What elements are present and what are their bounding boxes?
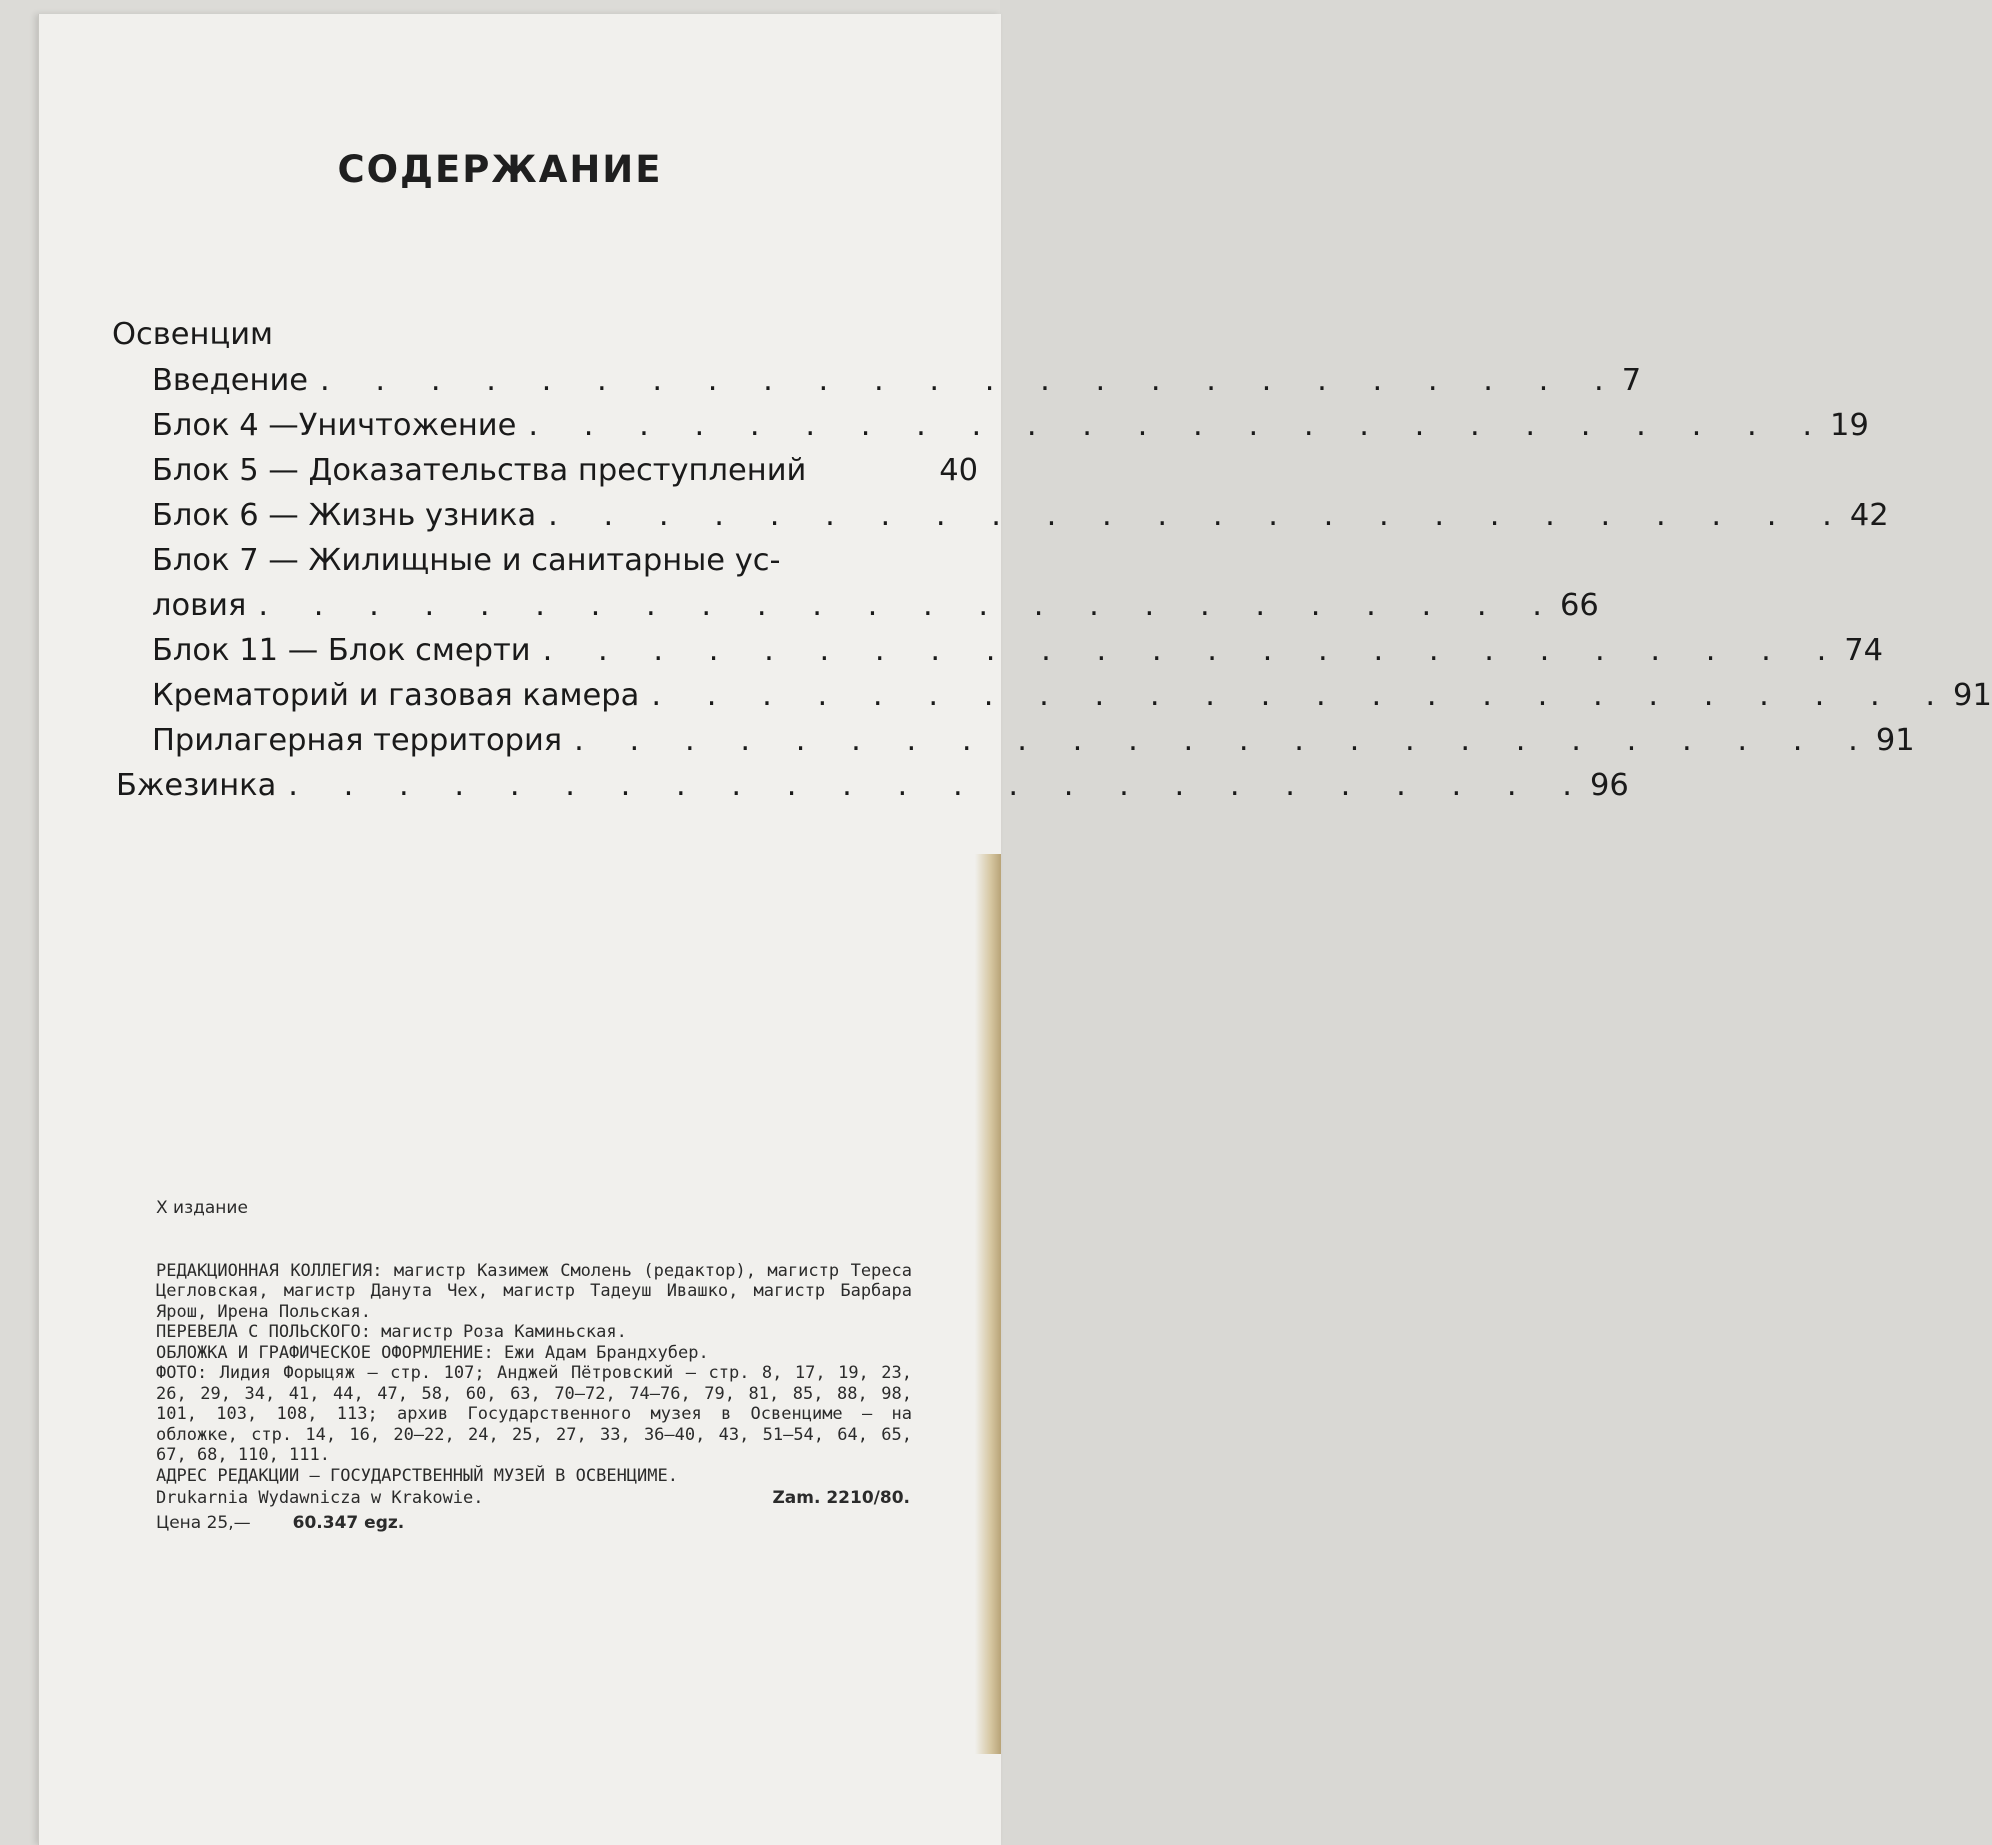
translator-text: ПЕРЕВЕЛА С ПОЛЬСКОГО: магистр Роза Каминьская. xyxy=(156,1322,627,1342)
toc-entry-label: Бжезинка xyxy=(116,768,277,803)
toc-entry-page: 96 xyxy=(1589,768,1629,803)
photo-credits-text: ФОТО: Лидия Форыцяж — стр. 107; Анджей Пётровский — стр. 8, 17, 19, 23, 26, 29, 34, 41, 44, 47, 58, 60, 63, 70—72, 74—76, 79, 81, 85, 88, 98, 101, 103, 108, 113; архив Государственного музея в Освенциме — на обложке, стр. 14, 16, 20—22, 24, 25, 27, 33, 36—40, 43, 51—54, 64, 65, 67, 68, 110, 111. xyxy=(156,1363,912,1465)
toc-leader-dots: . . . . . . . . . . . . . . . . . . . . . . . . xyxy=(548,498,1850,533)
order-number: Zam. 2210/80. xyxy=(772,1488,910,1508)
toc-entry-page: 19 xyxy=(1830,408,1869,443)
toc-entry xyxy=(112,628,1884,673)
toc-entry xyxy=(112,583,1599,628)
page-title: СОДЕРЖАНИЕ xyxy=(337,148,663,191)
toc-entry xyxy=(112,763,1629,808)
toc-entry-label: Блок 4 —Уничтожение xyxy=(152,408,517,443)
toc-entry-page: 7 xyxy=(1621,363,1642,398)
edition-label: X издание xyxy=(156,1198,248,1218)
toc-leader-dots: . . . . . . . . . . . . . . . . . . . . . . . . xyxy=(574,723,1876,758)
toc-entry-page: 91 xyxy=(1875,723,1915,758)
toc-entry xyxy=(112,448,978,493)
toc-entry-wrapped-line xyxy=(112,538,978,583)
toc-leader-dots: . . . . . . . . . . . . . . . . . . . . . . . . xyxy=(288,768,1590,803)
toc-entry xyxy=(112,403,1869,448)
editorial-address-text: АДРЕС РЕДАКЦИИ — ГОСУДАРСТВЕННЫЙ МУЗЕЙ В ОСВЕНЦИМЕ. xyxy=(156,1465,678,1486)
toc-leader-dots: . . . . . . . . . . . . . . . . . . . . . . . . xyxy=(258,588,1560,623)
toc-entry-page: 66 xyxy=(1559,588,1599,623)
toc-entry-label: Введение xyxy=(152,363,309,398)
toc-entry xyxy=(112,493,1889,538)
book-page xyxy=(38,14,1001,1845)
print-run-text: 60.347 egz. xyxy=(292,1512,405,1533)
toc-entry-label: Блок 5 — Доказательства преступлений xyxy=(152,453,807,488)
page-edge-stain xyxy=(975,854,1001,1754)
toc-entry-page: 40 xyxy=(939,453,978,488)
toc-entry-label: Блок 11 — Блок смерти xyxy=(152,633,531,668)
toc-leader-dots: . . . . . . . . . . . . . . . . . . . . . . . . xyxy=(320,363,1622,398)
cover-design-text: ОБЛОЖКА И ГРАФИЧЕСКОЕ ОФОРМЛЕНИЕ: Ежи Адам Брандхубер. xyxy=(156,1342,709,1363)
toc-entry-page: 74 xyxy=(1844,633,1884,668)
toc-entry xyxy=(112,358,1642,403)
colophon xyxy=(156,1198,912,1533)
toc-leader-dots: . . . . . . . . . . . . . . . . . . . . . . . . xyxy=(651,678,1954,713)
toc-leader-dots: . . . . . . . . . . . . . . . . . . . . . . . . xyxy=(528,408,1831,443)
toc-entry-page: 42 xyxy=(1849,498,1889,533)
toc-entry xyxy=(112,673,1992,718)
toc-entry-label: ловия xyxy=(152,588,247,623)
price-row xyxy=(156,1513,912,1534)
toc-entry-page: 91 xyxy=(1953,678,1992,713)
toc-entry-label: Прилагерная территория xyxy=(152,723,563,758)
price-text: Цена 25,— xyxy=(156,1512,251,1533)
printer-name: Drukarnia Wydawnicza w Krakowie. xyxy=(156,1488,484,1508)
toc-entry-label: Блок 7 — Жилищные и санитарные ус- xyxy=(152,543,781,578)
toc-section-heading: Освенцим xyxy=(112,317,274,352)
editorial-board-text: РЕДАКЦИОННАЯ КОЛЛЕГИЯ: магистр Казимеж Смолень (редактор), магистр Тереса Цегловская, магистр Данута Чех, магистр Тадеуш Ивашко, магистр Барбара Ярош, Ирена Польская. xyxy=(156,1260,912,1322)
toc-entry-label: Крематорий и газовая камера xyxy=(152,678,640,713)
toc-leader-dots: . . . . . . . . . . . . . . . . . . . . . . . . xyxy=(542,633,1845,668)
printer-row xyxy=(156,1488,912,1509)
table-of-contents xyxy=(112,312,1992,808)
toc-entry-label: Блок 6 — Жизнь узника xyxy=(152,498,537,533)
toc-entry xyxy=(112,718,1915,763)
